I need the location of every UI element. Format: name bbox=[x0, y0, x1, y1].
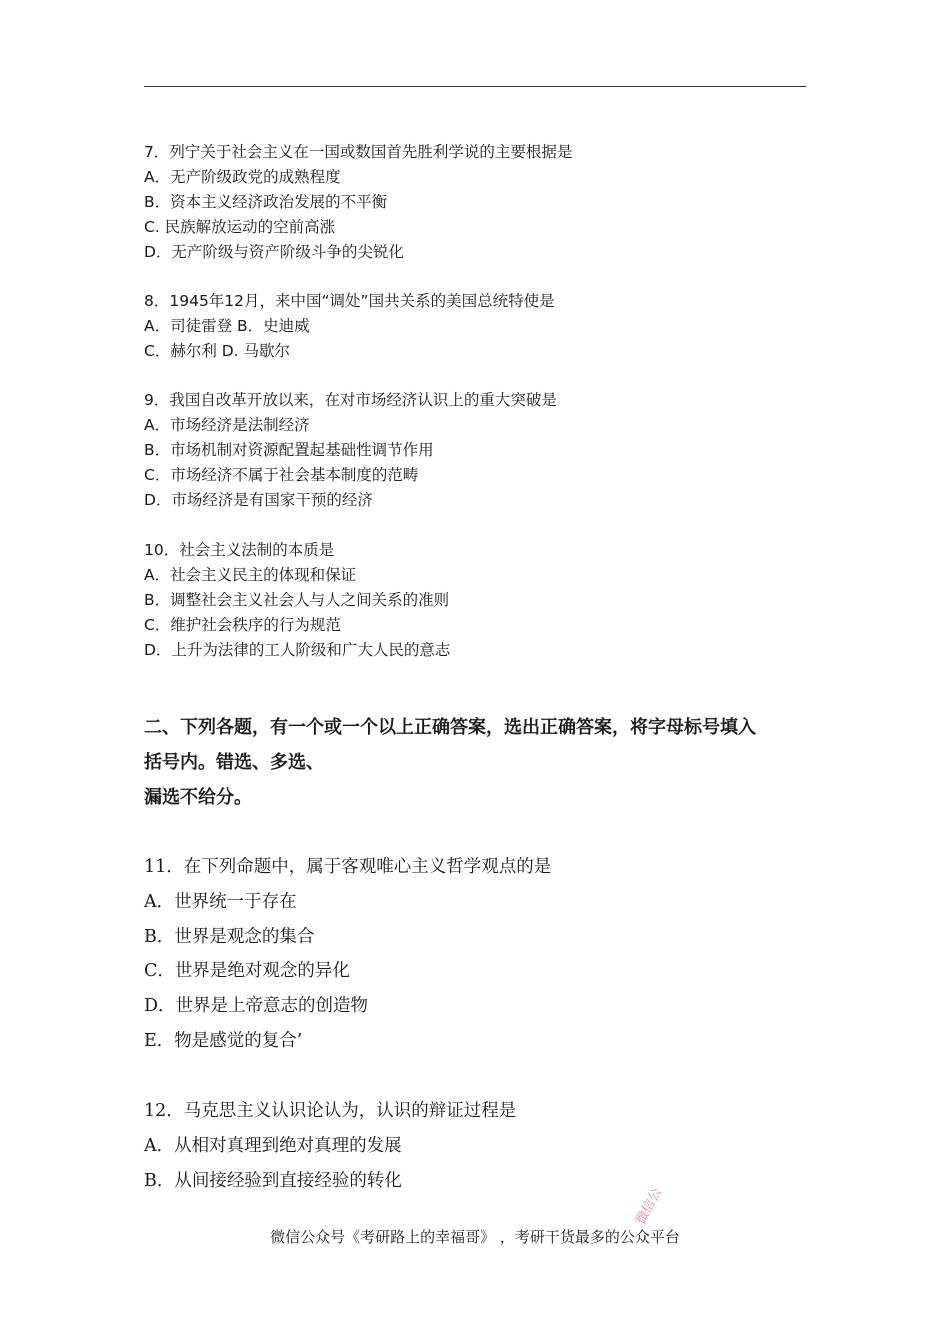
option-c: C．市场经济不属于社会基本制度的范畴 bbox=[144, 466, 419, 484]
option-b: B．调整社会主义社会人与人之间关系的准则 bbox=[144, 591, 450, 609]
option-c: C. 民族解放运动的空前高涨 bbox=[144, 218, 336, 236]
option-b: B．世界是观念的集合 bbox=[144, 926, 315, 947]
option-line-cd: C．赫尔利 D. 马歇尔 bbox=[144, 342, 291, 360]
option-a: A．无产阶级政党的成熟程度 bbox=[144, 168, 341, 186]
option-line-ab: A．司徒雷登 B．史迪威 bbox=[144, 317, 310, 335]
section-heading-line-1: 二、下列各题，有一个或一个以上正确答案，选出正确答案，将字母标号填入 bbox=[144, 717, 756, 738]
question-9 bbox=[144, 388, 557, 513]
section-2-heading bbox=[144, 710, 756, 815]
question-stem: 8．1945年12月，来中国“调处”国共关系的美国总统特使是 bbox=[144, 292, 555, 310]
option-a: A．市场经济是法制经济 bbox=[144, 416, 310, 434]
section-heading-line-2: 括号内。错选、多选、 bbox=[144, 752, 324, 773]
option-c: C．维护社会秩序的行为规范 bbox=[144, 616, 341, 634]
option-d: D．市场经济是有国家干预的经济 bbox=[144, 491, 373, 509]
question-stem: 11．在下列命题中，属于客观唯心主义哲学观点的是 bbox=[144, 857, 552, 877]
header-rule bbox=[144, 86, 806, 87]
question-8 bbox=[144, 289, 555, 364]
question-7 bbox=[144, 140, 572, 265]
option-a: A．社会主义民主的体现和保证 bbox=[144, 566, 357, 584]
option-b: B．市场机制对资源配置起基础性调节作用 bbox=[144, 441, 434, 459]
option-a: A．世界统一于存在 bbox=[144, 891, 297, 912]
option-d: D．上升为法律的工人阶级和广大人民的意志 bbox=[144, 641, 451, 659]
section-heading-line-3: 漏选不给分。 bbox=[144, 787, 252, 808]
option-c: C．世界是绝对观念的异化 bbox=[144, 961, 350, 982]
question-stem: 7．列宁关于社会主义在一国或数国首先胜利学说的主要根据是 bbox=[144, 143, 573, 161]
question-10 bbox=[144, 538, 450, 663]
option-e: E．物是感觉的复合’ bbox=[144, 1030, 303, 1051]
option-d: D．世界是上帝意志的创造物 bbox=[144, 996, 369, 1017]
question-11 bbox=[144, 850, 551, 1059]
option-b: B．从间接经验到直接经验的转化 bbox=[144, 1170, 402, 1191]
question-12 bbox=[144, 1094, 516, 1198]
question-stem: 9．我国自改革开放以来，在对市场经济认识上的重大突破是 bbox=[144, 391, 557, 409]
option-d: D．无产阶级与资产阶级斗争的尖锐化 bbox=[144, 243, 404, 261]
watermark-stamp: 微信公 bbox=[633, 1185, 666, 1228]
question-stem: 12．马克思主义认识论认为，认识的辩证过程是 bbox=[144, 1101, 517, 1121]
option-a: A．从相对真理到绝对真理的发展 bbox=[144, 1135, 402, 1156]
page-footer: 微信公众号《考研路上的幸福哥》 ，考研干货最多的公众平台 bbox=[270, 1228, 680, 1246]
option-b: B．资本主义经济政治发展的不平衡 bbox=[144, 193, 388, 211]
question-stem: 10．社会主义法制的本质是 bbox=[144, 541, 335, 559]
